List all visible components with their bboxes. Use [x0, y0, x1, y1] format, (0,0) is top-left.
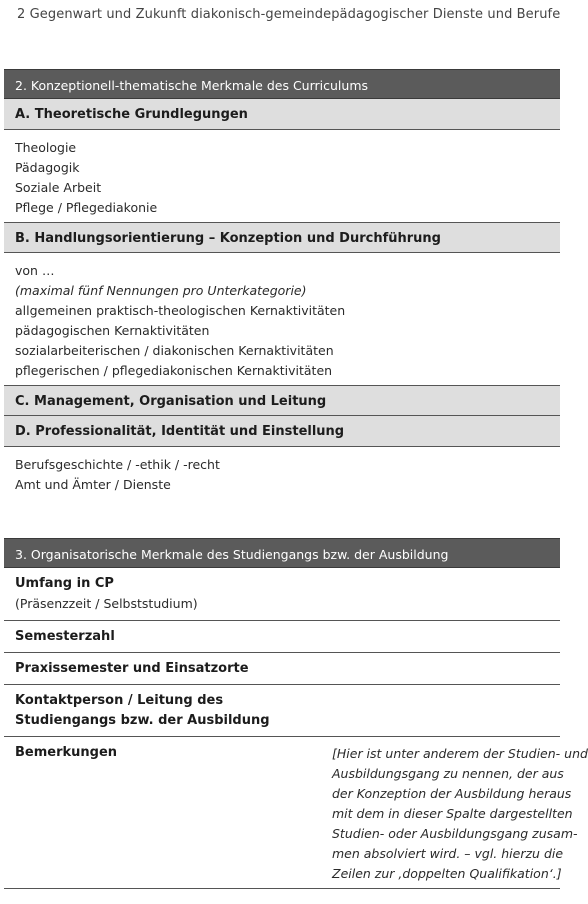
list-item-note: (maximal fünf Nennungen pro Unterkategorie) — [15, 283, 307, 298]
subsection-c-heading: C. Management, Organisation und Leitung — [4, 385, 560, 416]
row-sublabel: (Präsenzzeit / Selbststudium) — [15, 596, 198, 611]
row-kontaktperson — [4, 685, 560, 737]
section-curriculum-features — [4, 69, 560, 503]
list-item: Berufsgeschichte / -ethik / -recht — [15, 457, 220, 472]
note-line: Studien- oder Ausbildungsgang zusam- — [332, 826, 578, 841]
subsection-d-heading: D. Professionalität, Identität und Einstellung — [4, 416, 560, 447]
list-item: pädagogischen Kernaktivitäten — [15, 323, 210, 338]
row-semesterzahl — [4, 621, 560, 653]
list-item: Pädagogik — [15, 160, 80, 175]
subsection-a-heading: A. Theoretische Grundlegungen — [4, 99, 560, 130]
row-label: Kontaktperson / Leitung des — [15, 693, 224, 708]
row-bemerkungen — [4, 737, 588, 889]
list-item: Amt und Ämter / Dienste — [15, 477, 171, 492]
running-head: 2 Gegenwart und Zukunft diakonisch-gemeindepädagogischer Dienste und Berufe — [17, 7, 561, 22]
list-item: Soziale Arbeit — [15, 180, 102, 195]
note-line: Ausbildungsgang zu nennen, der aus — [332, 766, 564, 781]
row-label: Bemerkungen — [15, 745, 118, 760]
list-item: allgemeinen praktisch-theologischen Kernaktivitäten — [15, 303, 346, 318]
note-line: Zeilen zur ‚doppelten Qualifikation‘.] — [332, 866, 562, 881]
list-item: Pflege / Pflegediakonie — [15, 200, 158, 215]
section-3-heading: 3. Organisatorische Merkmale des Studiengangs bzw. der Ausbildung — [4, 538, 560, 568]
list-item: Theologie — [15, 140, 77, 155]
list-item: von … — [15, 263, 55, 278]
row-praxissemester — [4, 653, 560, 685]
remarks-note — [332, 744, 588, 884]
note-line: mit dem in dieser Spalte dargestellten — [332, 806, 573, 821]
section-2-heading: 2. Konzeptionell-thematische Merkmale des Curriculums — [4, 69, 560, 99]
note-line: [Hier ist unter anderem der Studien- und — [332, 746, 588, 761]
note-line: men absolviert wird. – vgl. hierzu die — [332, 846, 564, 861]
row-label: Studiengangs bzw. der Ausbildung — [15, 713, 270, 728]
row-label: Umfang in CP — [15, 576, 114, 591]
subsection-a-list — [4, 130, 560, 222]
list-item: pflegerischen / pflegediakonischen Kernaktivitäten — [15, 363, 333, 378]
row-umfang — [4, 568, 560, 621]
row-label: Semesterzahl — [15, 629, 115, 644]
subsection-b-heading: B. Handlungsorientierung – Konzeption und Durchführung — [4, 222, 560, 253]
row-label: Praxissemester und Einsatzorte — [15, 661, 249, 676]
list-item: sozialarbeiterischen / diakonischen Kernaktivitäten — [15, 343, 334, 358]
subsection-b-list — [4, 253, 560, 385]
note-line: der Konzeption der Ausbildung heraus — [332, 786, 572, 801]
subsection-d-list — [4, 447, 560, 503]
section-organisational-features — [4, 538, 588, 889]
